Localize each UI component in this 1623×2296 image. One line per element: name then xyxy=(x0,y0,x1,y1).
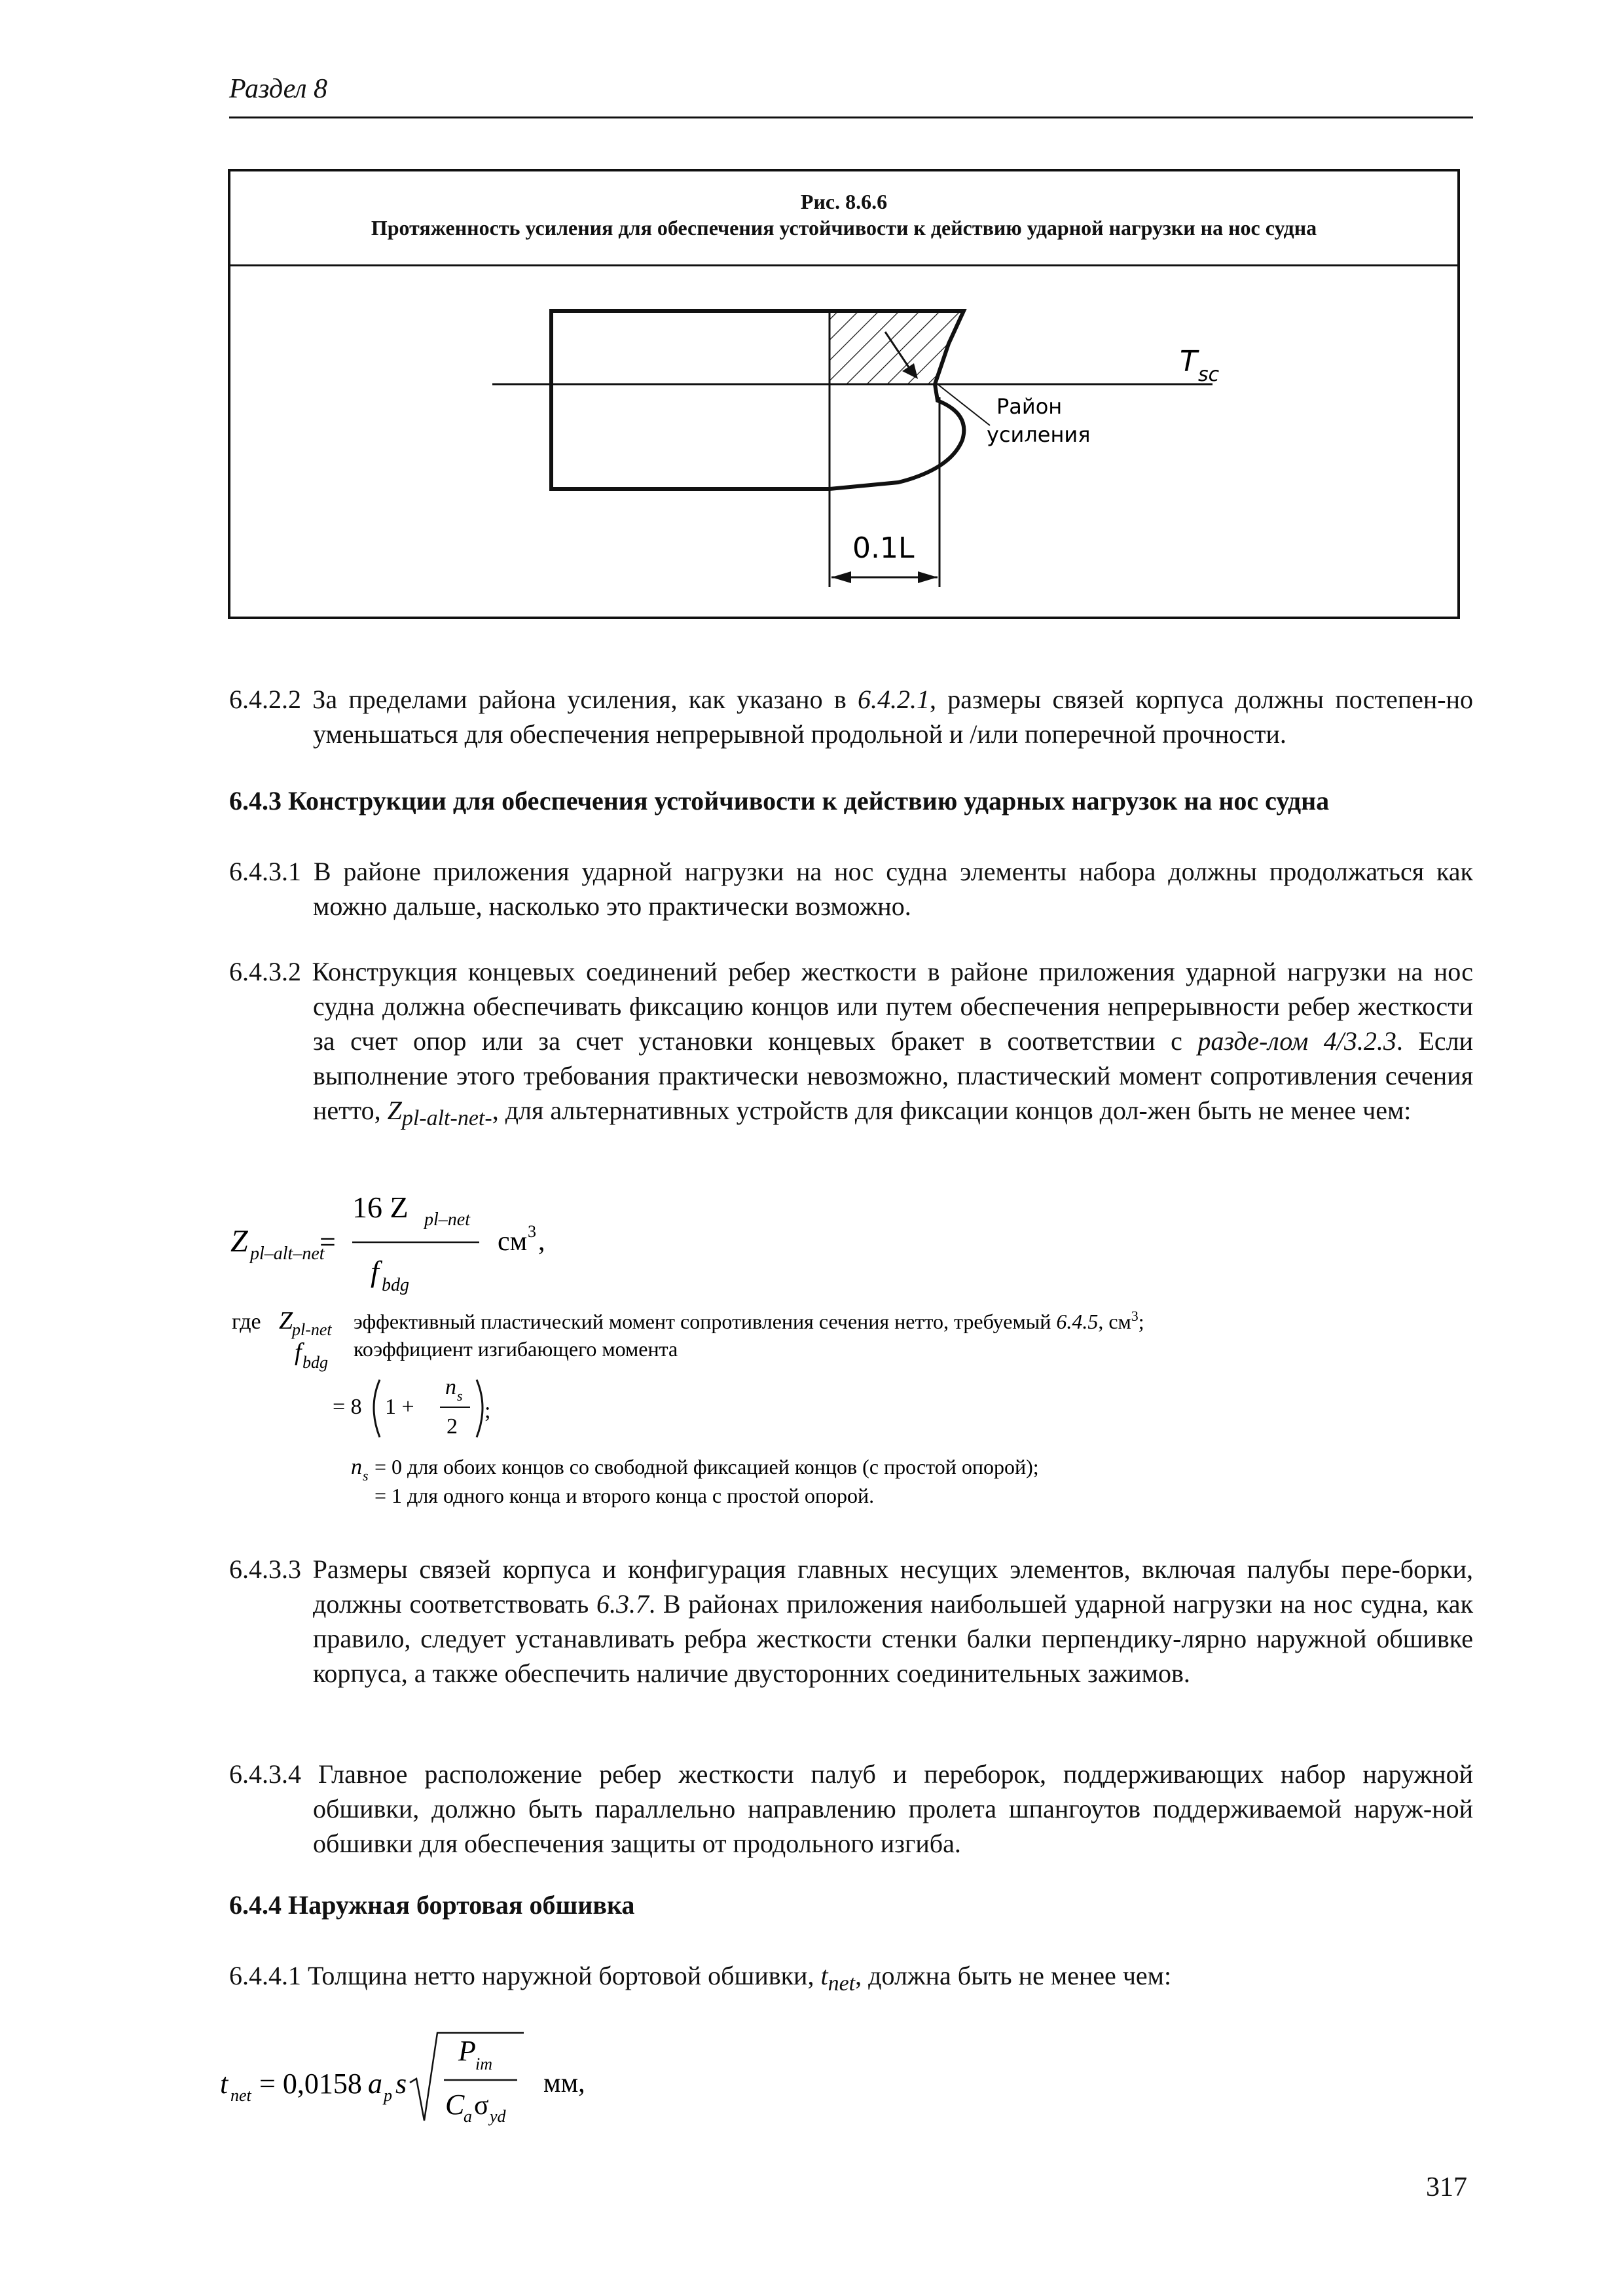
formula-z-pl-alt-net xyxy=(223,1178,681,1302)
symbol-t: t xyxy=(820,1961,828,1990)
f2-den-c: C xyxy=(445,2089,465,2121)
f1-unit-sup: 3 xyxy=(528,1222,536,1241)
where-block xyxy=(223,1302,1336,1525)
label-t: T xyxy=(1180,345,1197,378)
where-z-desc-b: , см xyxy=(1098,1310,1131,1333)
dim-arrow-left xyxy=(831,571,851,583)
para-number: 6.4.3.2 xyxy=(229,957,301,986)
figure-box xyxy=(228,169,1460,619)
where-eq-two: 2 xyxy=(447,1414,458,1439)
label-t-sub: sc xyxy=(1198,363,1220,386)
f2-den-sigma-sub: yd xyxy=(490,2107,506,2126)
label-area-1: Район xyxy=(996,394,1063,419)
where-ns0: = 0 для обоих концов со свободной фиксацией концов (с простой опорой); xyxy=(374,1455,1039,1479)
where-f-desc: коэффициент изгибающего момента xyxy=(354,1337,678,1361)
formula-t-net xyxy=(216,2022,674,2153)
para-ref: 6.3.7 xyxy=(596,1589,649,1619)
para-6-4-4-1 xyxy=(229,1958,1473,2001)
para-6-4-3-3 xyxy=(229,1552,1473,1691)
where-f: f xyxy=(295,1338,302,1366)
para-number: 6.4.3.3 xyxy=(229,1554,301,1584)
where-eq-one: 1 + xyxy=(385,1395,414,1419)
heading-6-4-3: 6.4.3 Конструкции для обеспечения устойчивости к действию ударных нагрузок на нос судна xyxy=(229,786,1330,816)
para-text: Конструкция концевых соединений ребер жесткости в районе приложения ударной нагрузки на нос судна должна обеспечивать фиксацию концов или путем обеспечения непрерывности ребер жесткости за счет опор или за счет установки концевых бракет в соответствии с xyxy=(312,957,1473,1056)
para-text: Размеры связей корпуса и конфигурация главных несущих элементов, включая палубы пере-борки, должны соответствовать xyxy=(312,1554,1473,1619)
f1-lhs-sub: pl–alt–net xyxy=(250,1244,325,1264)
para-6-4-3-1 xyxy=(229,854,1473,924)
svg-text:=: = xyxy=(319,1226,336,1258)
where-eq-ns-sub: s xyxy=(457,1388,463,1404)
f2-coef: = 0,0158 xyxy=(259,2068,362,2100)
para-text: , размеры связей корпуса должны постепен-но уменьшаться для обеспечения непрерывной продольной и /или поперечной прочности. xyxy=(313,685,1474,749)
where-ns-sub: s xyxy=(363,1467,369,1484)
where-z-sup: 3 xyxy=(1131,1308,1139,1324)
para-text: За пределами района усиления, как указано в xyxy=(312,685,858,714)
f2-num: P xyxy=(458,2035,476,2067)
section-label: Раздел 8 xyxy=(229,74,328,104)
heading-6-4-4: 6.4.4 Наружная бортовая обшивка xyxy=(229,1890,635,1920)
where-ns: n xyxy=(351,1455,362,1479)
para-text: . Если выполнение этого требования практически невозможно, пластический момент сопротивления сечения нетто, xyxy=(313,1026,1474,1125)
para-number: 6.4.3.1 xyxy=(229,857,301,886)
figure-header xyxy=(230,171,1457,266)
para-text: , должна быть не менее чем: xyxy=(855,1961,1172,1990)
para-ref: 6.4.2.1 xyxy=(858,685,930,714)
symbol-t-sub: net xyxy=(828,1971,856,1996)
label-area-2: усиления xyxy=(987,422,1091,447)
where-z-ref: 6.4.5 xyxy=(1056,1310,1099,1333)
where-word: где xyxy=(232,1310,261,1334)
where-z-desc-a: эффективный пластический момент сопротивления сечения нетто, требуемый xyxy=(354,1310,1057,1333)
symbol-z: Z xyxy=(387,1096,402,1125)
para-6-4-3-4 xyxy=(229,1757,1473,1861)
para-text: . В районах приложения наибольшей ударной нагрузки на нос судна, как правило, следует устанавливать ребра жесткости стенки балки перпендику-лярно наружной обшивке корпуса, а также обеспечить наличие двусторонних соединительных зажимов. xyxy=(313,1589,1473,1688)
para-text: Главное расположение ребер жесткости палуб и переборок, поддерживающих набор наружной обшивки, должно быть параллельно направлению пролета шпангоутов поддерживаемой наруж-ной обшивки для обеспечения защиты от продольного изгиба. xyxy=(313,1759,1473,1858)
f2-unit: мм, xyxy=(543,2068,585,2098)
where-z-end: ; xyxy=(1138,1310,1144,1333)
f1-den: f xyxy=(371,1255,379,1288)
header-rule xyxy=(229,117,1473,118)
where-ns1: = 1 для одного конца и второго конца с простой опорой. xyxy=(374,1484,875,1507)
f1-lhs: Z xyxy=(230,1224,248,1259)
f1-den-sub: bdg xyxy=(382,1275,409,1295)
f2-lhs: t xyxy=(220,2068,228,2100)
f2-num-sub: im xyxy=(475,2054,492,2073)
where-z: Z xyxy=(279,1307,293,1335)
figure-title: Протяженность усиления для обеспечения устойчивости к действию ударной нагрузки на нос судна xyxy=(371,216,1317,240)
para-number: 6.4.2.2 xyxy=(229,685,301,714)
symbol-z-sub: pl-alt-net- xyxy=(401,1106,492,1130)
where-eq-lhs: = 8 xyxy=(333,1395,362,1419)
para-number: 6.4.4.1 xyxy=(229,1961,301,1990)
where-eq-end: ; xyxy=(484,1399,491,1423)
dim-arrow-right xyxy=(918,571,938,583)
page-number: 317 xyxy=(1426,2172,1467,2202)
f2-den-sigma: σ xyxy=(474,2090,489,2121)
para-ref: разде-лом 4/3.2.3 xyxy=(1197,1026,1396,1056)
f2-den-c-sub: a xyxy=(464,2107,472,2126)
figure-number: Рис. 8.6.6 xyxy=(800,190,888,213)
f1-num-sub: pl–net xyxy=(424,1210,470,1230)
f1-unit: см xyxy=(498,1227,528,1257)
para-6-4-2-2 xyxy=(229,682,1473,751)
svg-text:эффективный пластический момен xyxy=(354,1308,1144,1333)
label-dim: 0.1L xyxy=(852,531,915,565)
figure-diagram xyxy=(230,266,1457,617)
f2-a: a xyxy=(368,2068,382,2100)
para-text: В районе приложения ударной нагрузки на нос судна элементы набора должны продолжаться как можно дальше, насколько это практически возможно. xyxy=(313,857,1473,921)
where-z-sub: pl-net xyxy=(292,1320,332,1339)
f2-lhs-sub: net xyxy=(230,2086,251,2105)
f2-a-sub: p xyxy=(384,2086,392,2105)
where-f-sub: bdg xyxy=(302,1353,328,1372)
where-eq-ns: n xyxy=(445,1375,456,1399)
para-text: Толщина нетто наружной бортовой обшивки, xyxy=(308,1961,821,1990)
para-6-4-3-2 xyxy=(229,954,1473,1136)
f1-tail: , xyxy=(538,1227,545,1257)
f2-s: s xyxy=(395,2068,407,2100)
para-number: 6.4.3.4 xyxy=(229,1759,301,1789)
f1-num: 16 Z xyxy=(352,1191,409,1224)
para-text: , для альтернативных устройств для фиксации концов дол-жен быть не менее чем: xyxy=(492,1096,1412,1125)
